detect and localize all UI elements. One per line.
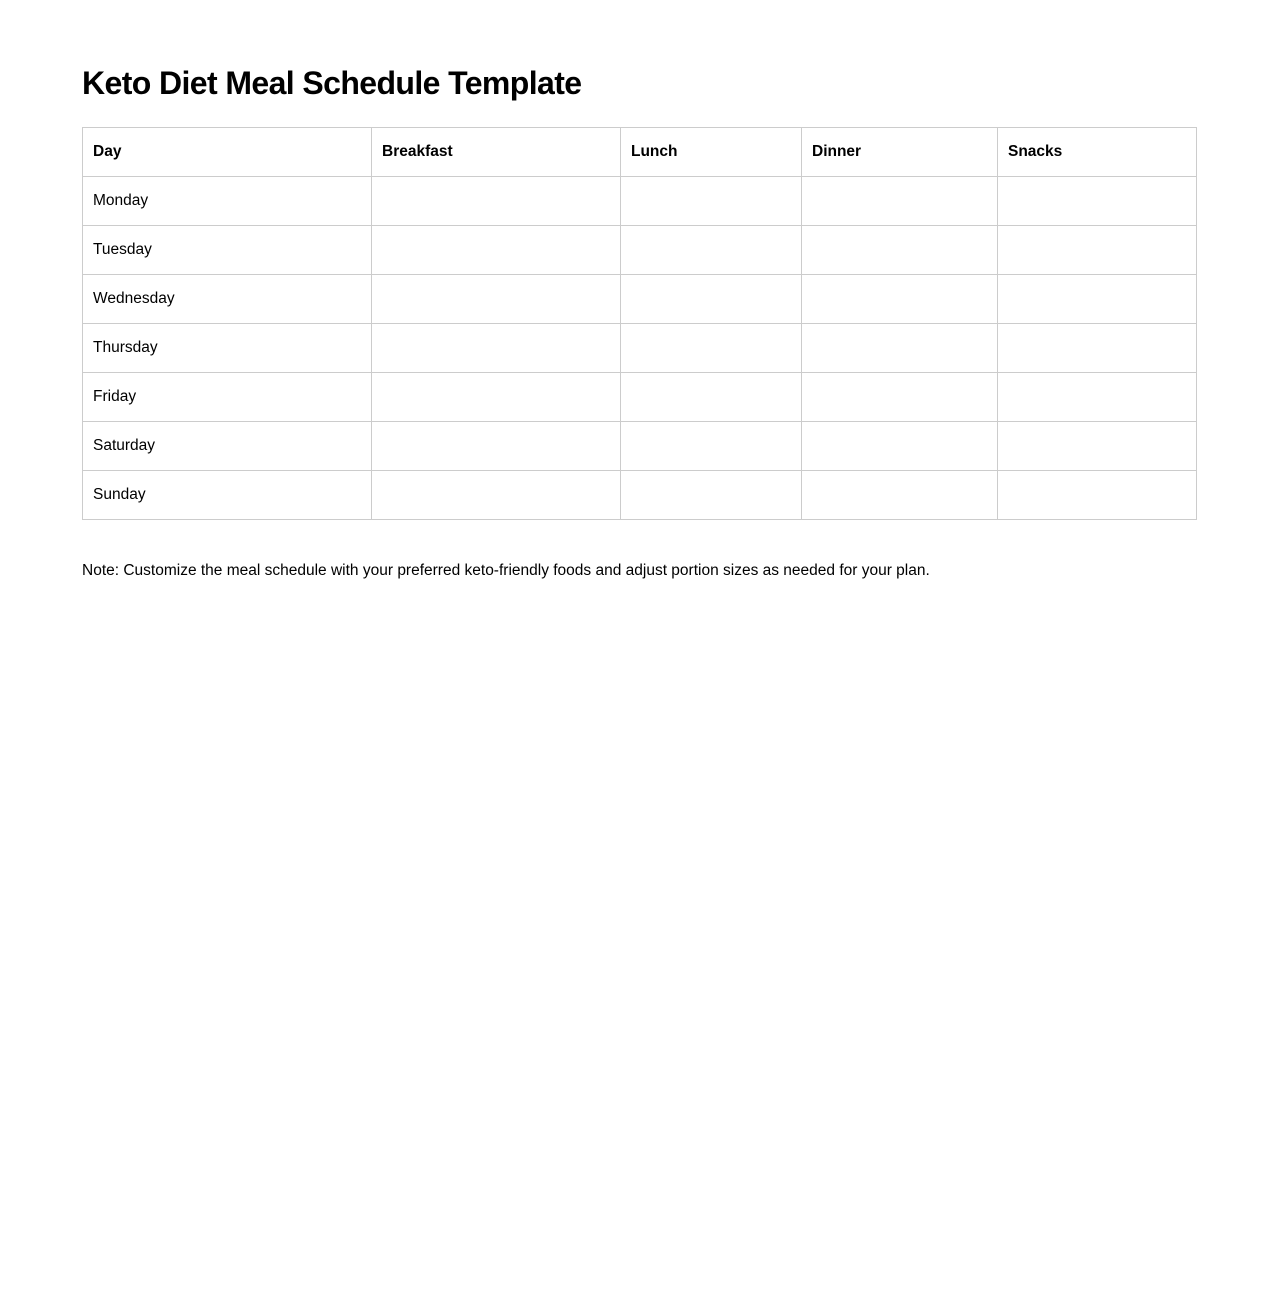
dinner-cell[interactable] [802,373,998,422]
dinner-cell[interactable] [802,226,998,275]
table-row [83,226,1197,275]
dinner-cell[interactable] [802,471,998,520]
header-lunch: Lunch [621,128,802,177]
table-row [83,275,1197,324]
lunch-cell[interactable] [621,471,802,520]
day-cell: Wednesday [83,275,372,324]
page-title: Keto Diet Meal Schedule Template [82,65,582,101]
document-page [82,62,1196,579]
header-breakfast: Breakfast [372,128,621,177]
lunch-cell[interactable] [621,226,802,275]
snacks-cell[interactable] [998,324,1197,373]
day-cell: Friday [83,373,372,422]
lunch-cell[interactable] [621,324,802,373]
meal-schedule-table [82,127,1197,520]
lunch-cell[interactable] [621,177,802,226]
dinner-cell[interactable] [802,177,998,226]
table-row [83,177,1197,226]
lunch-cell[interactable] [621,422,802,471]
breakfast-cell[interactable] [372,177,621,226]
table-row [83,471,1197,520]
day-cell: Saturday [83,422,372,471]
day-cell: Thursday [83,324,372,373]
breakfast-cell[interactable] [372,324,621,373]
breakfast-cell[interactable] [372,373,621,422]
snacks-cell[interactable] [998,177,1197,226]
day-cell: Monday [83,177,372,226]
dinner-cell[interactable] [802,324,998,373]
breakfast-cell[interactable] [372,275,621,324]
table-header-row [83,128,1197,177]
lunch-cell[interactable] [621,373,802,422]
lunch-cell[interactable] [621,275,802,324]
header-dinner: Dinner [802,128,998,177]
table-row [83,373,1197,422]
snacks-cell[interactable] [998,373,1197,422]
note-text: Note: Customize the meal schedule with your preferred keto-friendly foods and adjust portion sizes as needed for your plan. [82,562,930,579]
dinner-cell[interactable] [802,275,998,324]
table-row [83,324,1197,373]
snacks-cell[interactable] [998,471,1197,520]
table-row [83,422,1197,471]
snacks-cell[interactable] [998,422,1197,471]
breakfast-cell[interactable] [372,226,621,275]
header-day: Day [83,128,372,177]
day-cell: Tuesday [83,226,372,275]
dinner-cell[interactable] [802,422,998,471]
header-snacks: Snacks [998,128,1197,177]
snacks-cell[interactable] [998,275,1197,324]
snacks-cell[interactable] [998,226,1197,275]
breakfast-cell[interactable] [372,471,621,520]
breakfast-cell[interactable] [372,422,621,471]
day-cell: Sunday [83,471,372,520]
